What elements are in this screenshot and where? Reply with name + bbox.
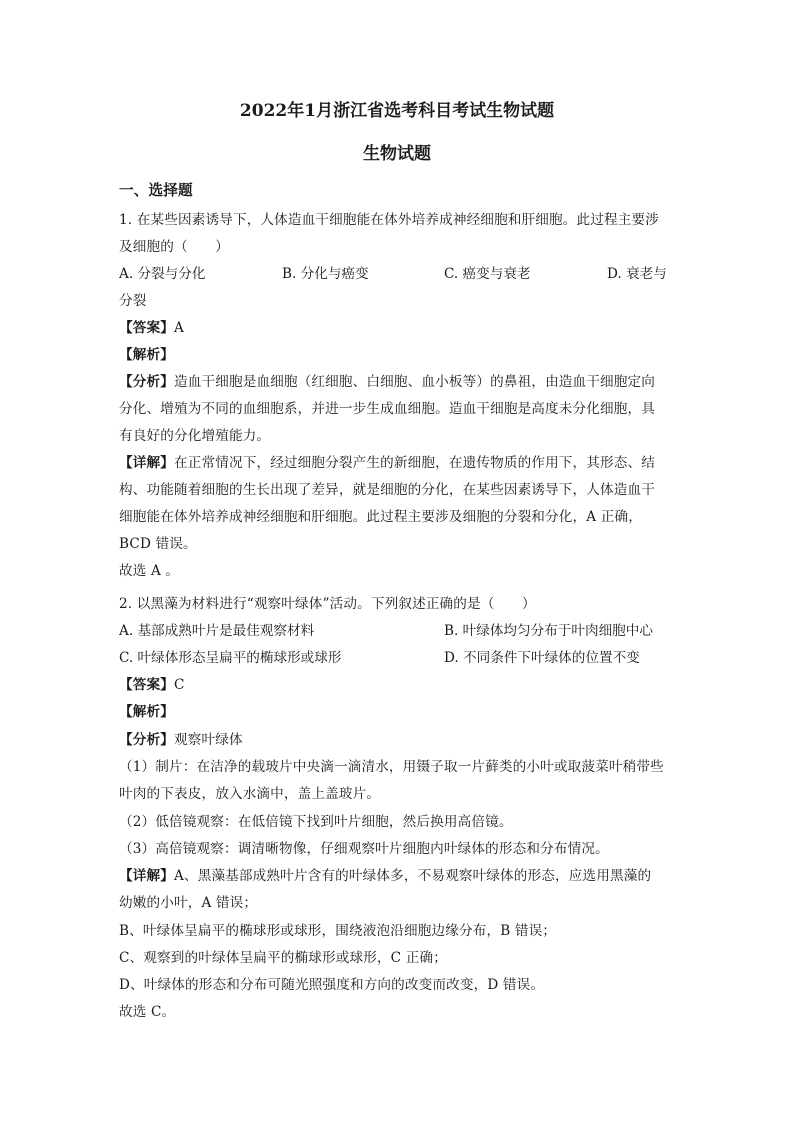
- q1-analysis-tag: 【解析】: [119, 347, 174, 363]
- q2-line-b: B、叶绿体呈扁平的椭球形或球形，围绕液泡沿细胞边缘分布，B 错误；: [119, 923, 557, 939]
- section-heading: 一、选择题: [119, 182, 193, 199]
- q2-fenxi-text: 观察叶绿体: [173, 732, 243, 748]
- q2-option-d: D. 不同条件下叶绿体的位置不变: [444, 650, 640, 666]
- q1-stem-line1: 1. 在某些因素诱导下，人体造血干细胞能在体外培养成神经细胞和肝细胞。此过程主要涉: [119, 212, 660, 228]
- page-title: 2022年1月浙江省选考科目考试生物试题: [239, 101, 555, 121]
- q2-step1-line2: 叶肉的下表皮，放入水滴中，盖上盖玻片。: [119, 786, 381, 802]
- q1-conclusion: 故选 A 。: [119, 563, 180, 579]
- q1-xiangjie-text1: 在正常情况下，经过细胞分裂产生的新细胞，在遗传物质的作用下，其形态、结: [173, 455, 656, 471]
- q1-answer: [119, 319, 184, 337]
- q2-option-b: B. 叶绿体均匀分布于叶肉细胞中心: [444, 623, 653, 639]
- q2-option-c: C. 叶绿体形态呈扁平的椭球形或球形: [119, 650, 342, 666]
- fenxi-tag: 【分析】: [119, 732, 174, 748]
- q2-xiangjie-line1: [119, 867, 651, 885]
- q1-fenxi-line1: [119, 373, 655, 391]
- q2-xiangjie-text1: A、黑藻基部成熟叶片含有的叶绿体多，不易观察叶绿体的形态，应选用黑藻的: [173, 868, 652, 884]
- q1-xiangjie-line4: BCD 错误。: [119, 536, 197, 552]
- q1-answer-value: A: [173, 320, 184, 336]
- q2-step3: （3）高倍镜观察：调清晰物像，仔细观察叶片细胞内叶绿体的形态和分布情况。: [119, 841, 609, 857]
- q1-fenxi-line2: 分化、增殖为不同的血细胞系，并进一步生成血细胞。造血干细胞是高度未分化细胞，具: [119, 401, 656, 417]
- q1-stem-line2: 及细胞的（ ）: [119, 239, 229, 255]
- q1-option-c: C. 癌变与衰老: [444, 266, 531, 282]
- q2-step2: （2）低倍镜观察：在低倍镜下找到叶片细胞，然后换用高倍镜。: [119, 814, 513, 830]
- q1-xiangjie-line1: [119, 454, 655, 472]
- q1-option-d: D. 衰老与: [607, 266, 667, 282]
- q2-answer: [119, 676, 185, 694]
- q2-fenxi: [119, 731, 243, 749]
- q2-analysis-tag: 【解析】: [119, 704, 174, 720]
- q2-stem: 2. 以黑藻为材料进行“观察叶绿体”活动。下列叙述正确的是（ ）: [119, 596, 536, 612]
- q2-xiangjie-line2: 幼嫩的小叶，A 错误；: [119, 895, 258, 911]
- answer-tag: 【答案】: [119, 677, 174, 693]
- q2-answer-value: C: [173, 677, 185, 693]
- q2-line-c: C、观察到的叶绿体呈扁平的椭球形或球形，C 正确；: [119, 950, 447, 966]
- q1-xiangjie-line3: 细胞能在体外培养成神经细胞和肝细胞。此过程主要涉及细胞的分裂和分化，A 正确，: [119, 509, 642, 525]
- xiangjie-tag: 【详解】: [119, 868, 174, 884]
- q2-conclusion: 故选 C。: [119, 1004, 176, 1020]
- q2-line-d: D、叶绿体的形态和分布可随光照强度和方向的改变而改变，D 错误。: [119, 977, 545, 993]
- q1-fenxi-line3: 有良好的分化增殖能力。: [119, 428, 271, 444]
- q2-option-a: A. 基部成熟叶片是最佳观察材料: [119, 623, 315, 639]
- q2-step1-line1: （1）制片：在洁净的载玻片中央滴一滴清水，用镊子取一片藓类的小叶或取菠菜叶稍带些: [119, 759, 664, 775]
- q1-xiangjie-line2: 构、功能随着细胞的生长出现了差异，就是细胞的分化，在某些因素诱导下，人体造血干: [119, 482, 656, 498]
- q1-option-b: B. 分化与癌变: [282, 266, 369, 282]
- q1-option-d-continued: 分裂: [119, 293, 147, 309]
- page-subtitle: 生物试题: [363, 144, 431, 164]
- q1-fenxi-text1: 造血干细胞是血细胞（红细胞、白细胞、血小板等）的鼻祖，由造血干细胞定向: [173, 374, 656, 390]
- fenxi-tag: 【分析】: [119, 374, 174, 390]
- q1-option-a: A. 分裂与分化: [119, 266, 206, 282]
- answer-tag: 【答案】: [119, 320, 174, 336]
- xiangjie-tag: 【详解】: [119, 455, 174, 471]
